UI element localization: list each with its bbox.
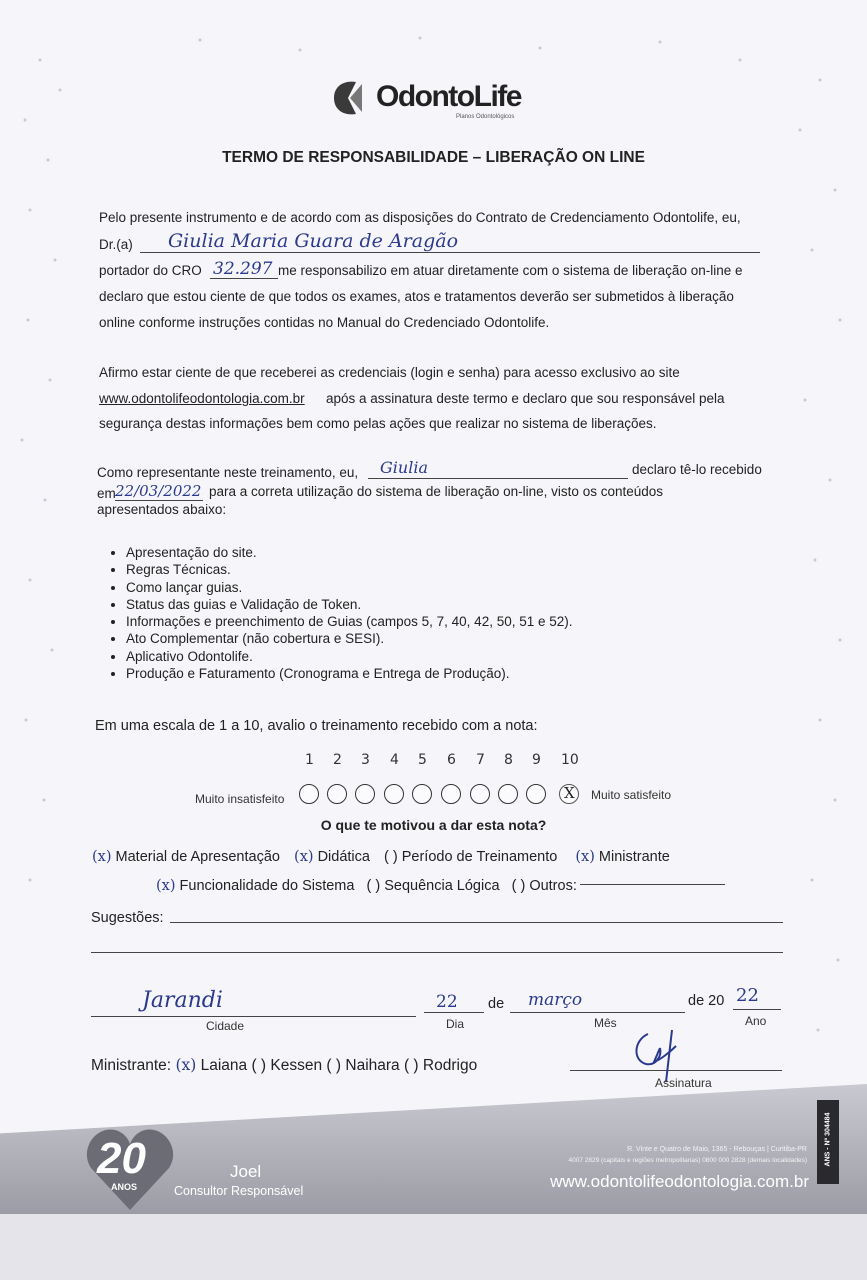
label-kessen: Kessen <box>270 1057 323 1074</box>
p3-line1b: declaro tê-lo recebido <box>632 462 762 477</box>
date-handwritten: 22/03/2022 <box>115 482 202 500</box>
rating-radio-8[interactable] <box>498 784 518 804</box>
checkbox-ministrante[interactable]: (x) <box>575 849 595 865</box>
checkbox-naihara[interactable]: ( ) <box>326 1057 342 1074</box>
cro-label: portador do CRO <box>99 263 202 278</box>
ministrante-label: Ministrante: <box>91 1057 172 1074</box>
scale-number: 4 <box>390 752 399 768</box>
dr-name-line <box>140 252 760 253</box>
anos-label: ANOS <box>111 1182 138 1192</box>
p2-line3: segurança destas informações bem como pelas ações que realizar no sistema de liberações. <box>99 416 657 431</box>
footer-bottom <box>0 1214 867 1280</box>
p3-line1a: Como representante neste treinamento, eu, <box>97 465 359 480</box>
scale-number: 6 <box>447 752 456 768</box>
p1-line3-rest: me responsabilizo em atuar diretamente com o sistema de liberação on-line e <box>278 263 743 278</box>
footer-website[interactable]: www.odontolifeodontologia.com.br <box>550 1172 809 1191</box>
anos-number: 20 <box>97 1134 146 1183</box>
rating-radio-6[interactable] <box>441 784 461 804</box>
label-naihara: Naihara <box>345 1057 400 1074</box>
scale-number: 1 <box>305 752 314 768</box>
ans-badge <box>817 1100 839 1184</box>
p2-line1: Afirmo estar ciente de que receberei as credenciais (login e senha) para acesso exclusivo ao site <box>99 365 680 380</box>
year-prefix: de 20 <box>688 993 725 1009</box>
scale-number: 5 <box>418 752 427 768</box>
city-handwritten: Jarandi <box>142 988 223 1013</box>
rating-radio-7[interactable] <box>470 784 490 804</box>
rep-name-line <box>368 478 628 479</box>
dr-name-handwritten: Giulia Maria Guara de Aragão <box>168 230 459 252</box>
rating-radio-3[interactable] <box>355 784 375 804</box>
city-line <box>91 1016 416 1017</box>
suggestions-label: Sugestões: <box>91 910 164 926</box>
rating-selected-mark: X <box>564 784 575 802</box>
p1-line1: Pelo presente instrumento e de acordo com as disposições do Contrato de Credenciamento Odontolife, eu, <box>99 210 741 225</box>
label-outros: Outros: <box>529 878 577 894</box>
scale-number: 3 <box>361 752 370 768</box>
page-title: TERMO DE RESPONSABILIDADE – LIBERAÇÃO ON LINE <box>222 149 645 166</box>
checkbox-outros[interactable]: ( ) <box>511 878 526 894</box>
label-sequencia: Sequência Lógica <box>384 878 500 894</box>
label-funcionalidade: Funcionalidade do Sistema <box>179 878 355 894</box>
day-label: Dia <box>446 1017 465 1031</box>
ans-text: ANS - Nº 304484 <box>824 1112 832 1167</box>
checkbox-kessen[interactable]: ( ) <box>251 1057 267 1074</box>
year-line <box>733 1009 781 1010</box>
checkbox-funcionalidade[interactable]: (x) <box>156 878 176 894</box>
rating-radio-4[interactable] <box>384 784 404 804</box>
checkbox-laiana[interactable]: (x) <box>175 1056 197 1074</box>
list-item: • Informações e preenchimento de Guias (campos 5, 7, 40, 42, 50, 51 e 52). <box>126 613 573 630</box>
ministrante-row <box>91 1056 477 1075</box>
day-line <box>424 1012 484 1013</box>
odontolife-logo <box>328 74 548 124</box>
p3-line2-rest: para a correta utilização do sistema de liberação on-line, visto os conteúdos <box>209 484 664 499</box>
month-handwritten: março <box>528 990 583 1010</box>
label-periodo: Período de Treinamento <box>401 849 558 865</box>
footer-phones: 4007 2829 (capitais e regiões metropolitanas) 0800 000 2828 (demais localidades) <box>568 1157 807 1164</box>
p2-line2-rest: após a assinatura deste termo e declaro que sou responsável pela <box>326 391 725 406</box>
list-item: • Status das guias e Validação de Token. <box>126 596 573 613</box>
label-ministrante: Ministrante <box>598 849 670 865</box>
scale-number: 10 <box>561 752 579 768</box>
logo-tagline: Planos Odontológicos <box>456 114 515 120</box>
de-text: de <box>488 996 505 1012</box>
year-handwritten: 22 <box>736 985 759 1006</box>
scale-number: 8 <box>504 752 513 768</box>
day-handwritten: 22 <box>436 992 458 1012</box>
list-item: • Regras Técnicas. <box>126 561 573 578</box>
motivation-question: O que te motivou a dar esta nota? <box>320 817 547 833</box>
checkbox-rodrigo[interactable]: ( ) <box>403 1057 419 1074</box>
list-item: • Ato Complementar (não cobertura e SESI). <box>126 630 573 647</box>
month-label: Mês <box>594 1016 617 1030</box>
training-topics-list <box>104 544 573 682</box>
p1-line4: declaro que estou ciente de que todos os exames, atos e tratamentos deverão ser submetidos à liberação <box>99 289 734 304</box>
dr-label: Dr.(a) <box>99 237 133 252</box>
scale-question: Em uma escala de 1 a 10, avalio o treinamento recebido com a nota: <box>95 718 538 734</box>
list-item: • Aplicativo Odontolife. <box>126 648 573 665</box>
label-laiana: Laiana <box>200 1057 248 1074</box>
label-didatica: Didática <box>317 849 370 865</box>
anniversary-badge <box>85 1124 175 1212</box>
outros-line[interactable] <box>580 884 725 885</box>
scale-right-label: Muito satisfeito <box>591 788 672 802</box>
p1-line5: online conforme instruções contidas no Manual do Credenciado Odontolife. <box>99 315 550 330</box>
suggestions-line-2[interactable] <box>91 952 783 953</box>
city-label: Cidade <box>206 1019 245 1033</box>
cro-value-handwritten: 32.297 <box>213 259 273 279</box>
consultant-name: Joel <box>230 1162 262 1181</box>
list-item: • Como lançar guias. <box>126 579 573 596</box>
rating-radio-5[interactable] <box>412 784 432 804</box>
scale-number: 9 <box>532 752 541 768</box>
year-label: Ano <box>745 1014 767 1028</box>
scale-number: 7 <box>476 752 485 768</box>
signature-label: Assinatura <box>655 1076 712 1090</box>
motivation-row-2 <box>156 878 577 894</box>
scale-number: 2 <box>333 752 342 768</box>
rep-name-handwritten: Giulia <box>380 458 428 477</box>
rating-radio-1[interactable] <box>299 784 319 804</box>
rating-radio-9[interactable] <box>526 784 546 804</box>
checkbox-sequencia[interactable]: ( ) <box>366 878 381 894</box>
list-item: • Apresentação do site. <box>126 544 573 561</box>
p3-line3: apresentados abaixo: <box>97 502 227 517</box>
site-link[interactable]: www.odontolifeodontologia.com.br <box>99 391 305 406</box>
consultant-role: Consultor Responsável <box>174 1184 304 1198</box>
suggestions-line-1[interactable] <box>170 922 783 923</box>
month-line <box>510 1012 685 1013</box>
rating-radio-2[interactable] <box>327 784 347 804</box>
scale-left-label: Muito insatisfeito <box>195 792 285 806</box>
logo-mark-icon <box>328 78 372 118</box>
checkbox-periodo[interactable]: ( ) <box>384 849 398 865</box>
label-material: Material de Apresentação <box>115 849 280 865</box>
rating-radio-10[interactable] <box>559 784 579 804</box>
date-line <box>115 500 203 501</box>
list-item: • Produção e Faturamento (Cronograma e Entrega de Produção). <box>126 665 573 682</box>
checkbox-didatica[interactable]: (x) <box>294 849 314 865</box>
logo-brand: OdontoLife <box>376 80 521 113</box>
p3-em: em <box>97 486 116 501</box>
label-rodrigo: Rodrigo <box>422 1057 478 1074</box>
motivation-row-1 <box>92 849 670 865</box>
checkbox-material[interactable]: (x) <box>92 849 112 865</box>
footer-address: R. Vinte e Quatro de Maio, 1365 - Rebouças | Curitiba-PR <box>627 1146 807 1153</box>
